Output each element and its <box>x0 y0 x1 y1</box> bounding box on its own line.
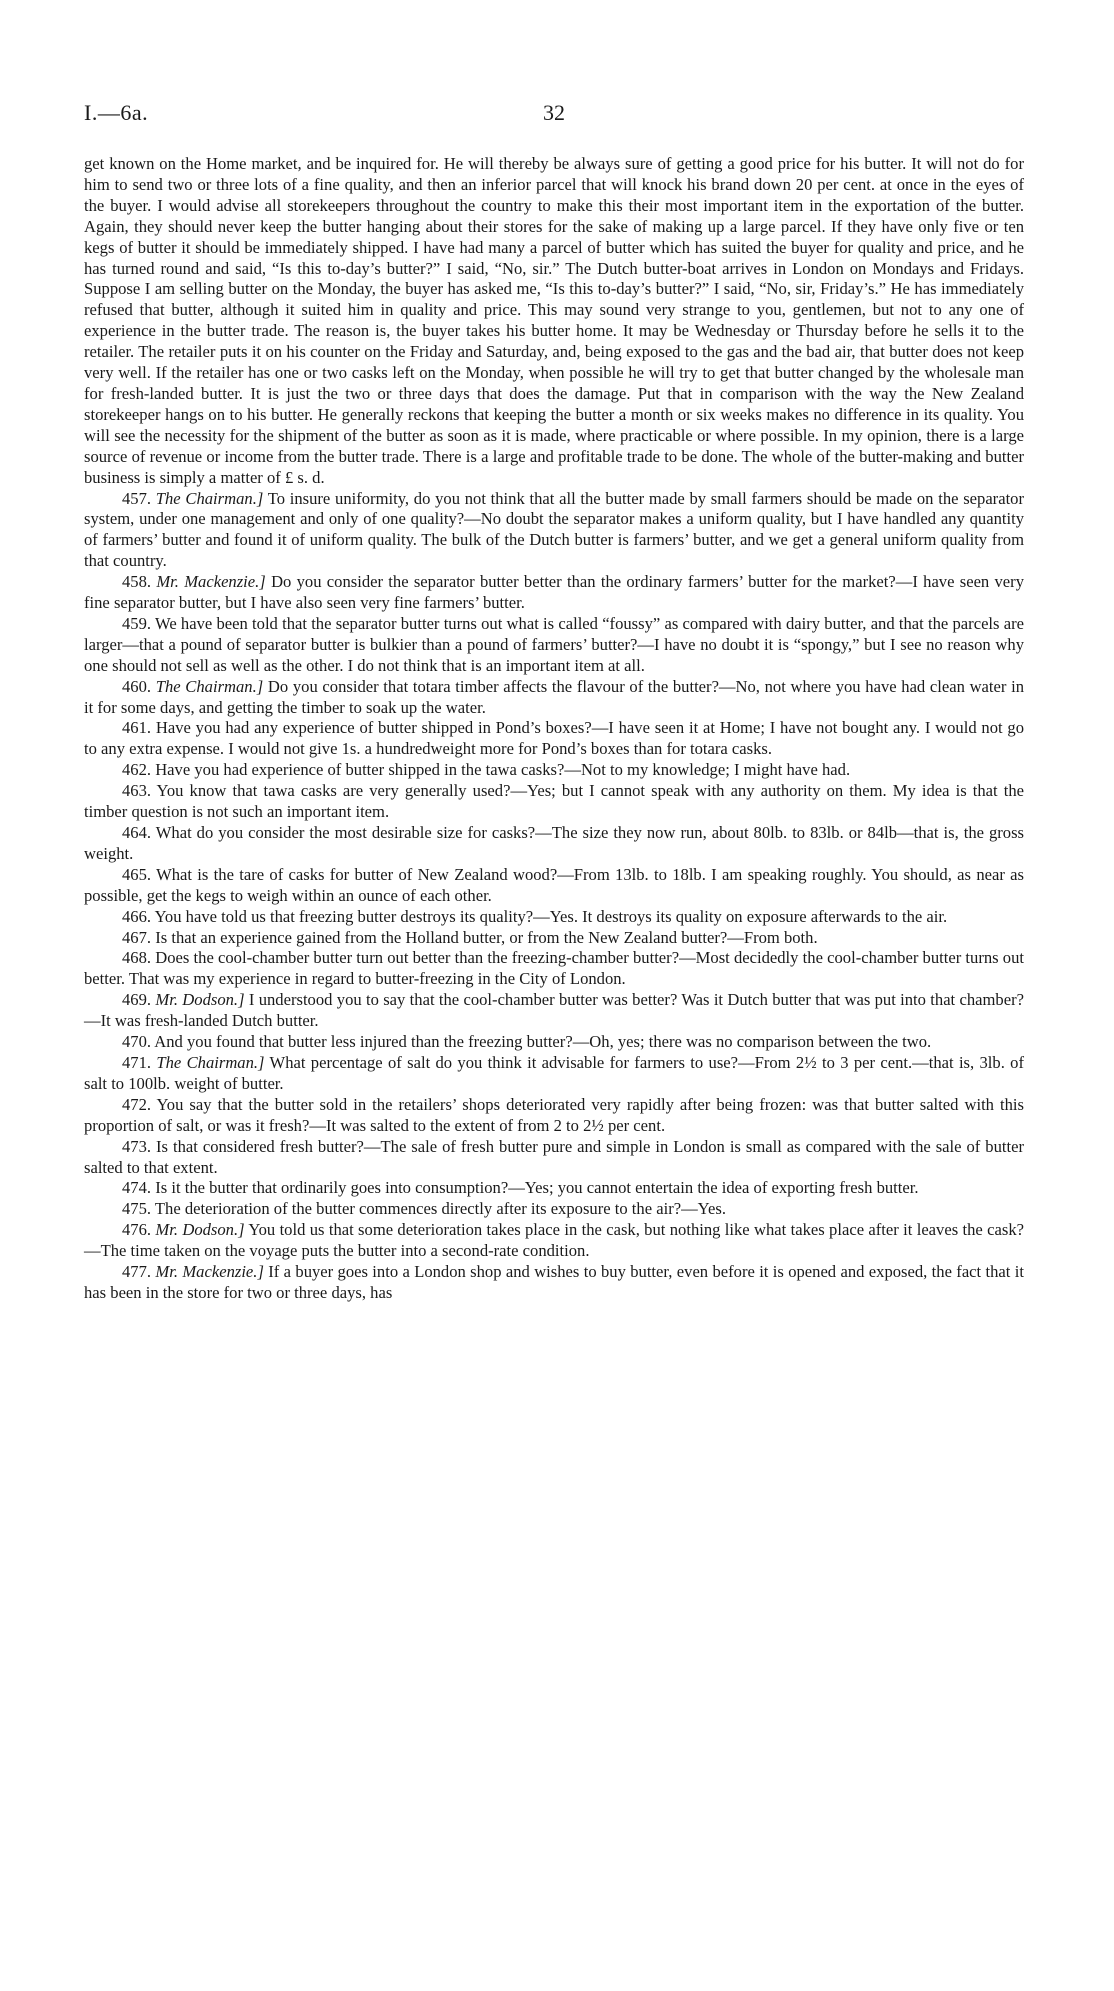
question-text: Does the cool-chamber butter turn out better than the freezing-chamber butter?—Most decidedly the cool-chamber butter turns out better. That was my experience in regard to butter-freezing in the City of London. <box>84 948 1025 989</box>
question-number: 475. <box>122 1199 152 1219</box>
question-text: Have you had experience of butter shipped in the tawa casks?—Not to my knowledge; I might have had. <box>155 760 851 780</box>
question-text: Is that considered fresh butter?—The sale of fresh butter pure and simple in London is small as compared with the sale of butter salted to that extent. <box>84 1136 1024 1177</box>
question-paragraph <box>84 1053 1024 1095</box>
question-number: 467. <box>122 927 152 947</box>
question-paragraph <box>84 1137 1024 1179</box>
opening-paragraph: get known on the Home market, and be inquired for. He will thereby be always sure of getting a good price for his butter. It will not do for him to send two or three lots of a fine quality, and then an inferior parcel that will knock his brand down 20 per cent. at once in the eyes of the buyer. I would advise all storekeepers throughout the country to make this their most important item in the exportation of the butter. Again, they should never keep the butter hanging about their stores for the sake of making up a large parcel. If they have only five or ten kegs of butter it should be immediately shipped. I have had many a parcel of butter which has suited the buyer for quality and price, and he has turned round and said, “Is this to-day’s butter?” I said, “No, sir.” The Dutch butter-boat arrives in London on Mondays and Fridays. Suppose I am selling butter on the Monday, the buyer has asked me, “Is this to-day’s butter?” I said, “No, sir, Friday’s.” He has immediately refused that butter, although it suited him in quality and price. This may sound very strange to you, gentlemen, but not to any one of experience in the butter trade. The reason is, the buyer takes his butter home. It may be Wednesday or Thursday before he sells it to the retailer. The retailer puts it on his counter on the Friday and Saturday, and, being exposed to the gas and the bad air, that butter does not keep very well. If the retailer has one or two casks left on the Monday, when possible he will try to get that butter changed by the wholesale man for fresh-landed butter. It is just the two or three days that does the damage. Put that in comparison with the way the New Zealand storekeeper hangs on to his butter. He generally reckons that keeping the butter a month or six weeks makes no difference in its quality. You will see the necessity for the shipment of the butter as soon as it is made, where practicable or where possible. In my opinion, there is a large source of revenue or income from the butter trade. There is a large and profitable trade to be done. The whole of the butter-making and butter business is simply a matter of £ s. d. <box>84 154 1024 487</box>
question-number: 462. <box>122 760 152 780</box>
question-number: 460. <box>122 676 152 696</box>
question-number: 474. <box>122 1178 152 1198</box>
question-number: 468. <box>122 948 152 968</box>
question-text: And you found that butter less injured than the freezing butter?—Oh, yes; there was no comparison between the two. <box>154 1032 932 1052</box>
speaker-name: Mr. Mackenzie.] <box>156 572 266 592</box>
question-number: 459. <box>122 613 152 633</box>
question-paragraph <box>84 718 1024 760</box>
page-number: 32 <box>543 100 565 125</box>
speaker-name: Mr. Mackenzie.] <box>155 1262 264 1282</box>
question-number: 461. <box>122 718 152 738</box>
speaker-name: The Chairman.] <box>155 488 264 508</box>
question-paragraph <box>84 489 1024 573</box>
question-paragraph <box>84 1199 1024 1220</box>
question-paragraph <box>84 1220 1024 1262</box>
question-paragraph <box>84 760 1024 781</box>
question-paragraph <box>84 990 1024 1032</box>
question-text: You say that the butter sold in the retailers’ shops deteriorated very rapidly after being frozen: was that butter salted with this proportion of salt, or was it fresh?—It was salted to the extent of from 2 to 2½ per cent. <box>84 1094 1024 1135</box>
question-paragraph <box>84 1032 1024 1053</box>
question-text: What do you consider the most desirable size for casks?—The size they now run, about 80lb. to 83lb. or 84lb—that is, the gross weight. <box>84 823 1024 863</box>
question-number: 470. <box>122 1032 152 1052</box>
question-paragraph <box>84 1262 1024 1304</box>
question-paragraph <box>84 781 1024 823</box>
question-paragraph <box>84 823 1024 865</box>
question-paragraph <box>84 928 1024 949</box>
question-text: To insure uniformity, do you not think that all the butter made by small farmers should be made on the separator system, under one management and only of one quality?—No doubt the separator makes a uniform quality, but I have handled any quantity of farmers’ butter and found it of uniform quality. The bulk of the Dutch butter is farmers’ butter, and we get a general uniform quality from that country. <box>84 488 1025 571</box>
question-number: 457. <box>122 488 152 508</box>
document-reference: I.—6a. <box>84 100 149 125</box>
question-paragraph <box>84 907 1024 928</box>
question-paragraph <box>84 572 1024 614</box>
question-number: 473. <box>122 1136 152 1156</box>
question-text: We have been told that the separator butter turns out what is called “foussy” as compared with dairy butter, and that the parcels are larger—that a pound of separator butter is bulkier than a pound of farmers’ butter?—I have no doubt it is “spongy,” but I see no reason why one should not sell as well as the other. I do not think that is an important item at all. <box>84 613 1024 675</box>
question-text: The deterioration of the butter commences directly after its exposure to the air?—Yes. <box>154 1199 726 1219</box>
question-paragraph <box>84 614 1024 677</box>
question-paragraph <box>84 865 1024 907</box>
question-text: You have told us that freezing butter destroys its quality?—Yes. It destroys its quality on exposure afterwards to the air. <box>154 906 948 926</box>
question-paragraph <box>84 948 1024 990</box>
question-number: 458. <box>122 572 152 592</box>
question-text: What is the tare of casks for butter of New Zealand wood?—From 13lb. to 18lb. I am speaking roughly. You should, as near as possible, get the kegs to weigh within an ounce of each other. <box>84 864 1024 905</box>
speaker-name: Mr. Dodson.] <box>155 990 245 1010</box>
question-text: If a buyer goes into a London shop and wishes to buy butter, even before it is opened and exposed, the fact that it has been in the store for two or three days, has <box>84 1262 1024 1302</box>
question-text: Do you consider the separator butter better than the ordinary farmers’ butter for the market?—I have seen very fine separator butter, but I have also seen very fine farmers’ butter. <box>84 572 1024 613</box>
question-text: I understood you to say that the cool-chamber butter was better? Was it Dutch butter that was put into that chamber?—It was fresh-landed Dutch butter. <box>84 990 1024 1031</box>
question-text: Is that an experience gained from the Holland butter, or from the New Zealand butter?—From both. <box>155 927 818 947</box>
question-paragraph <box>84 1095 1024 1137</box>
question-number: 464. <box>122 823 152 842</box>
question-number: 463. <box>122 781 152 801</box>
question-number: 471. <box>122 1052 152 1072</box>
document-page <box>84 100 1024 1304</box>
question-text: What percentage of salt do you think it advisable for farmers to use?—From 2½ to 3 per cent.—that is, 3lb. of salt to 100lb. weight of butter. <box>84 1052 1024 1093</box>
page-header <box>84 100 1024 140</box>
question-text: You told us that some deterioration takes place in the cask, but nothing like what takes place after it leaves the cask?—The time taken on the voyage puts the butter into a second-rate condition. <box>84 1220 1024 1261</box>
question-text: Have you had any experience of butter shipped in Pond’s boxes?—I have seen it at Home; I have not bought any. I would not go to any extra expense. I would not give 1s. a hundredweight more for Pond’s boxes than for totara casks. <box>84 718 1025 759</box>
question-number: 477. <box>122 1262 152 1282</box>
question-text: You know that tawa casks are very generally used?—Yes; but I cannot speak with any authority on them. My idea is that the timber question is not such an important item. <box>84 781 1024 822</box>
question-number: 472. <box>122 1094 152 1114</box>
body-text <box>84 154 1024 1304</box>
question-paragraph <box>84 677 1024 719</box>
question-list <box>84 489 1024 1304</box>
speaker-name: The Chairman.] <box>155 676 264 696</box>
question-number: 465. <box>122 864 152 884</box>
question-number: 466. <box>122 906 152 926</box>
question-number: 469. <box>122 990 152 1010</box>
question-text: Do you consider that totara timber affects the flavour of the butter?—No, not where you have had clean water in it for some days, and getting the timber to soak up the water. <box>84 676 1025 717</box>
speaker-name: The Chairman.] <box>156 1052 265 1072</box>
question-paragraph <box>84 1178 1024 1199</box>
question-text: Is it the butter that ordinarily goes into consumption?—Yes; you cannot entertain the idea of exporting fresh butter. <box>155 1178 919 1198</box>
question-number: 476. <box>122 1220 152 1240</box>
speaker-name: Mr. Dodson.] <box>155 1220 245 1240</box>
